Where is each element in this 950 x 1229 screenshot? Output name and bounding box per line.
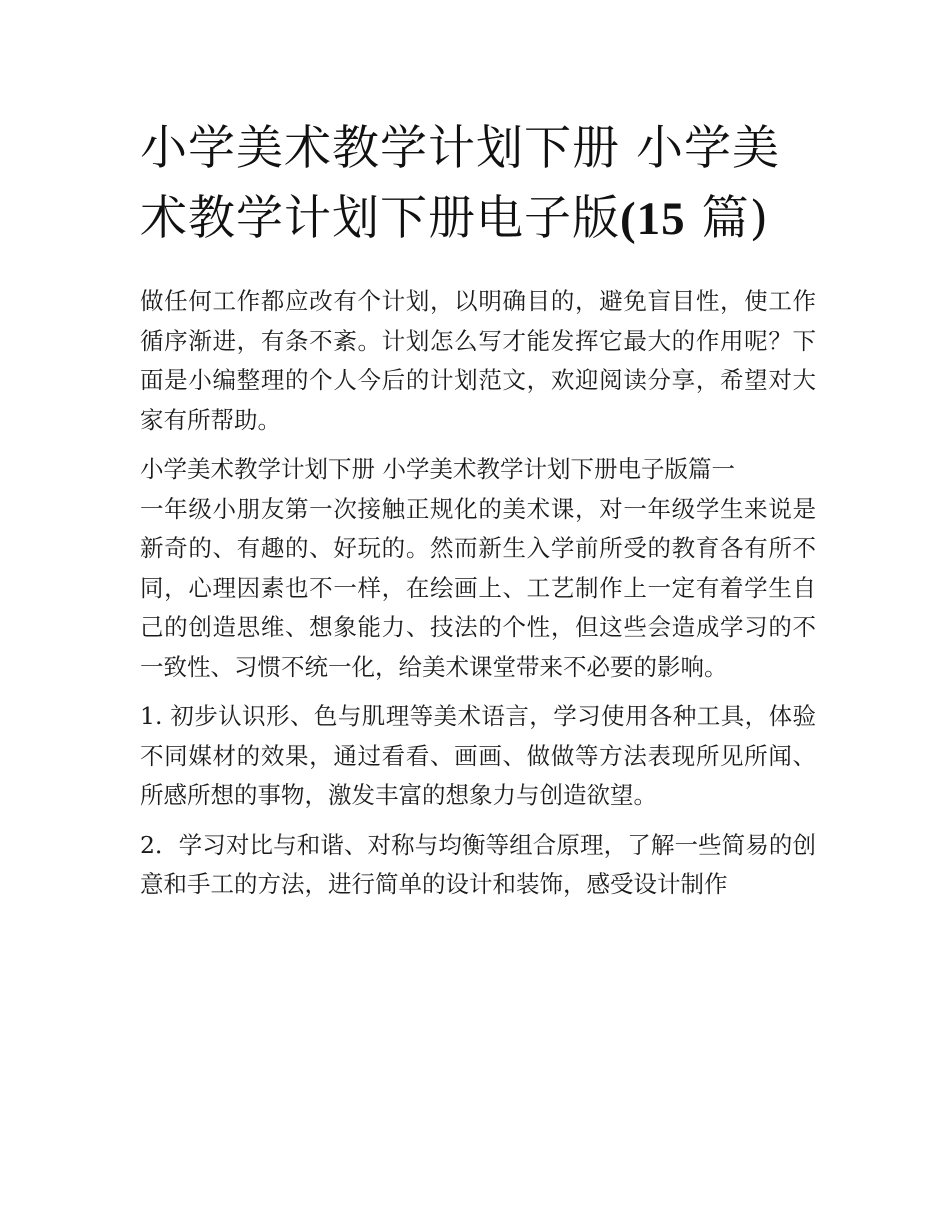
- list-item-2: 2．学习对比与和谐、对称与均衡等组合原理，了解一些简易的创意和手工的方法，进行简单的设计和装饰，感受设计制作: [140, 830, 816, 898]
- intro-paragraph: 做任何工作都应改有个计划，以明确目的，避免盲目性，使工作循序渐进，有条不紊。计划怎么写才能发挥它最大的作用呢？下面是小编整理的个人今后的计划范文，欢迎阅读分享，希望对大家有所帮助。: [140, 287, 816, 434]
- title-main-text: 小学美术教学计划下册 小学美术教学计划下册电子版: [140, 121, 780, 246]
- title-suffix-text: 篇): [701, 191, 769, 246]
- document-body: [140, 282, 816, 905]
- document-title: [140, 114, 820, 254]
- list-item-1: 1. 初步认识形、色与肌理等美术语言，学习使用各种工具，体验不同媒材的效果，通过看看、画画、做做等方法表现所见所闻、所感所想的事物，激发丰富的想象力与创造欲望。: [140, 702, 816, 809]
- section-body-paragraph: 一年级小朋友第一次接触正规化的美术课，对一年级学生来说是新奇的、有趣的、好玩的。然而新生入学前所受的教育各有所不同，心理因素也不一样，在绘画上、工艺制作上一定有着学生自己的创造思维、想象能力、技法的个性，但这些会造成学习的不一致性、习惯不统一化，给美术课堂带来不必要的影响。: [140, 494, 816, 681]
- title-count-text: (15: [620, 193, 686, 245]
- section-heading: 小学美术教学计划下册 小学美术教学计划下册电子版篇一: [140, 455, 735, 483]
